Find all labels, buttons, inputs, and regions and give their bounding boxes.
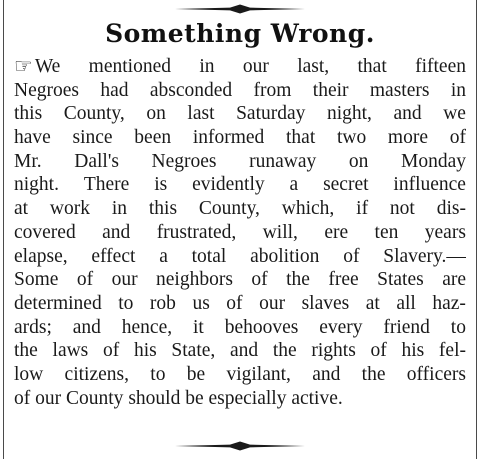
article-line: night. There is evidently a secret influence [14,174,466,196]
article-line: low citizens, to be vigilant, and the officers [14,363,466,385]
article-line: Some of our neighbors of the free States are [14,269,466,291]
article-line: Mr. Dall's Negroes runaway on Monday [14,150,466,172]
article-line: ☞ We mentioned in our last, that fifteen [14,54,466,78]
article-line: this County, on last Saturday night, and we [14,103,466,125]
bottom-ornamental-rule [175,441,305,451]
article-line: ards; and hence, it behooves every friend to [14,316,466,338]
article-line: have since been informed that two more of [14,127,466,149]
article-line: elapse, effect a total abolition of Slavery.— [14,245,466,267]
right-column-rule [476,0,477,459]
article-line: of our County should be especially active. [14,387,343,409]
article-line: determined to rob us of our slaves at all haz- [14,292,466,314]
article-line: Negroes had absconded from their masters in [14,79,466,101]
pointing-hand-icon: ☞ [14,54,33,78]
article-line: covered and frustrated, will, ere ten years [14,221,466,243]
article-line: at work in this County, which, if not dis- [14,198,466,220]
left-column-rule [3,0,4,459]
article-line: the laws of his State, and the rights of his fel- [14,340,466,362]
article-body [14,55,466,410]
headline: Something Wrong. [105,19,375,48]
top-ornamental-rule [175,4,305,14]
